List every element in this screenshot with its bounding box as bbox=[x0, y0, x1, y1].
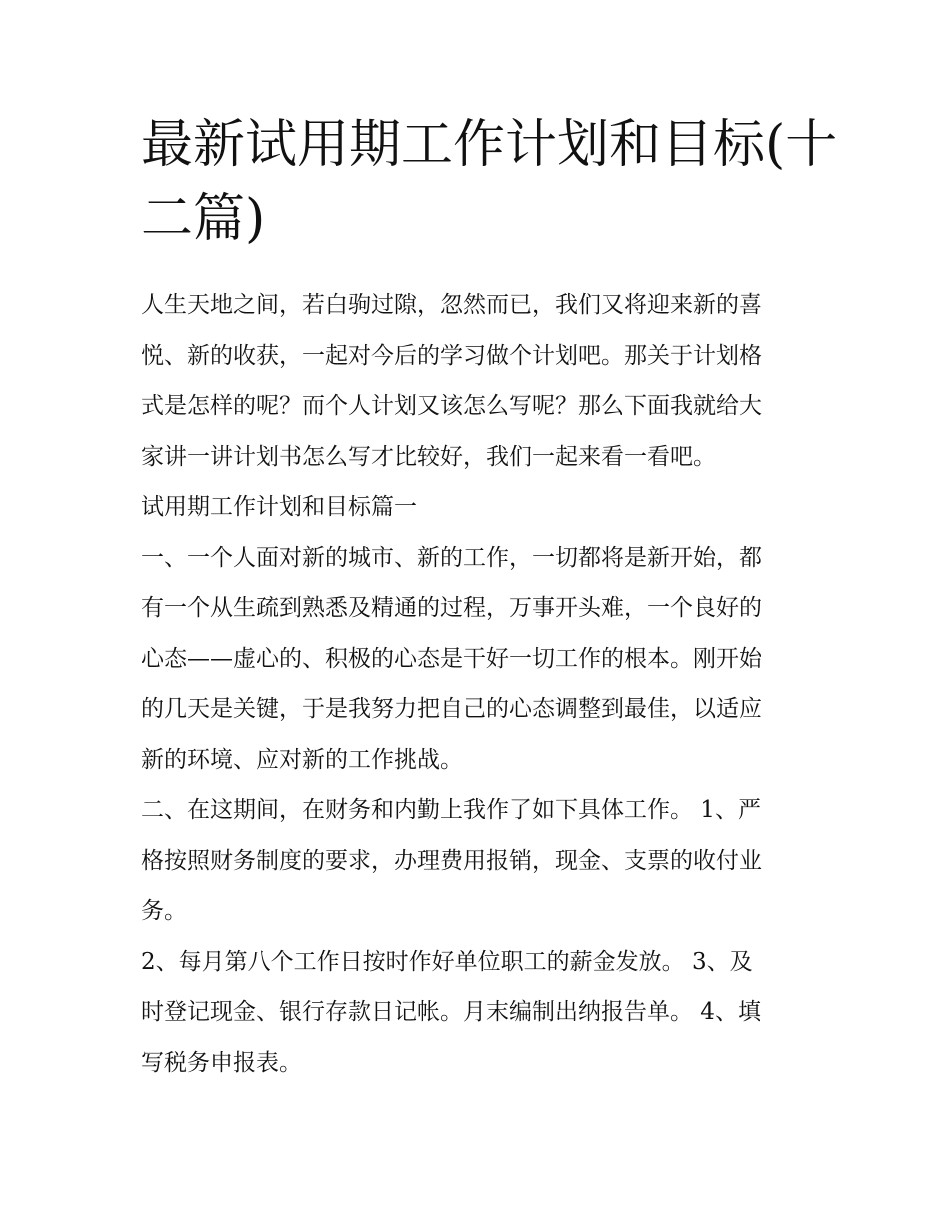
section-paragraph-one bbox=[141, 533, 811, 786]
document-content bbox=[141, 108, 838, 1088]
paragraph-line: 时登记现金、银行存款日记帐。月末编制出纳报告单。 4、填 bbox=[141, 999, 761, 1025]
title-line: 二篇) bbox=[141, 189, 266, 249]
paragraph-line: 有一个从生疏到熟悉及精通的过程，万事开头难，一个良好的 bbox=[141, 595, 762, 621]
paragraph-line: 心态——虚心的、积极的心态是干好一切工作的根本。刚开始 bbox=[141, 645, 762, 672]
section-paragraph-two bbox=[141, 785, 811, 937]
heading-line: 试用期工作计划和目标篇一 bbox=[141, 494, 417, 520]
paragraph-line: 2、每月第八个工作日按时作好单位职工的薪金发放。 3、及 bbox=[141, 948, 753, 975]
paragraph-line: 式是怎样的呢？而个人计划又该怎么写呢？那么下面我就给大 bbox=[141, 393, 762, 419]
intro-paragraph bbox=[141, 280, 811, 482]
paragraph-line: 家讲一讲计划书怎么写才比较好，我们一起来看一看吧。 bbox=[141, 443, 716, 470]
paragraph-line: 务。 bbox=[141, 898, 187, 924]
paragraph-line: 一、一个人面对新的城市、新的工作，一切都将是新开始，都 bbox=[141, 544, 762, 571]
section-paragraph-three bbox=[141, 937, 811, 1089]
paragraph-line: 人生天地之间，若白驹过隙，忽然而已，我们又将迎来新的喜 bbox=[141, 292, 762, 318]
paragraph-line: 的几天是关键，于是我努力把自己的心态调整到最佳，以适应 bbox=[141, 696, 762, 722]
paragraph-line: 二、在这期间，在财务和内勤上我作了如下具体工作。 1、严 bbox=[141, 797, 761, 823]
paragraph-line: 格按照财务制度的要求，办理费用报销，现金、支票的收付业 bbox=[141, 847, 762, 874]
paragraph-line: 新的环境、应对新的工作挑战。 bbox=[141, 746, 463, 773]
document-title bbox=[141, 108, 838, 256]
paragraph-line: 写税务申报表。 bbox=[141, 1049, 302, 1076]
title-line: 最新试用期工作计划和目标(十 bbox=[141, 115, 838, 175]
section-heading bbox=[141, 482, 811, 533]
paragraph-line: 悦、新的收获，一起对今后的学习做个计划吧。那关于计划格 bbox=[141, 342, 762, 369]
document-body bbox=[141, 280, 811, 1088]
